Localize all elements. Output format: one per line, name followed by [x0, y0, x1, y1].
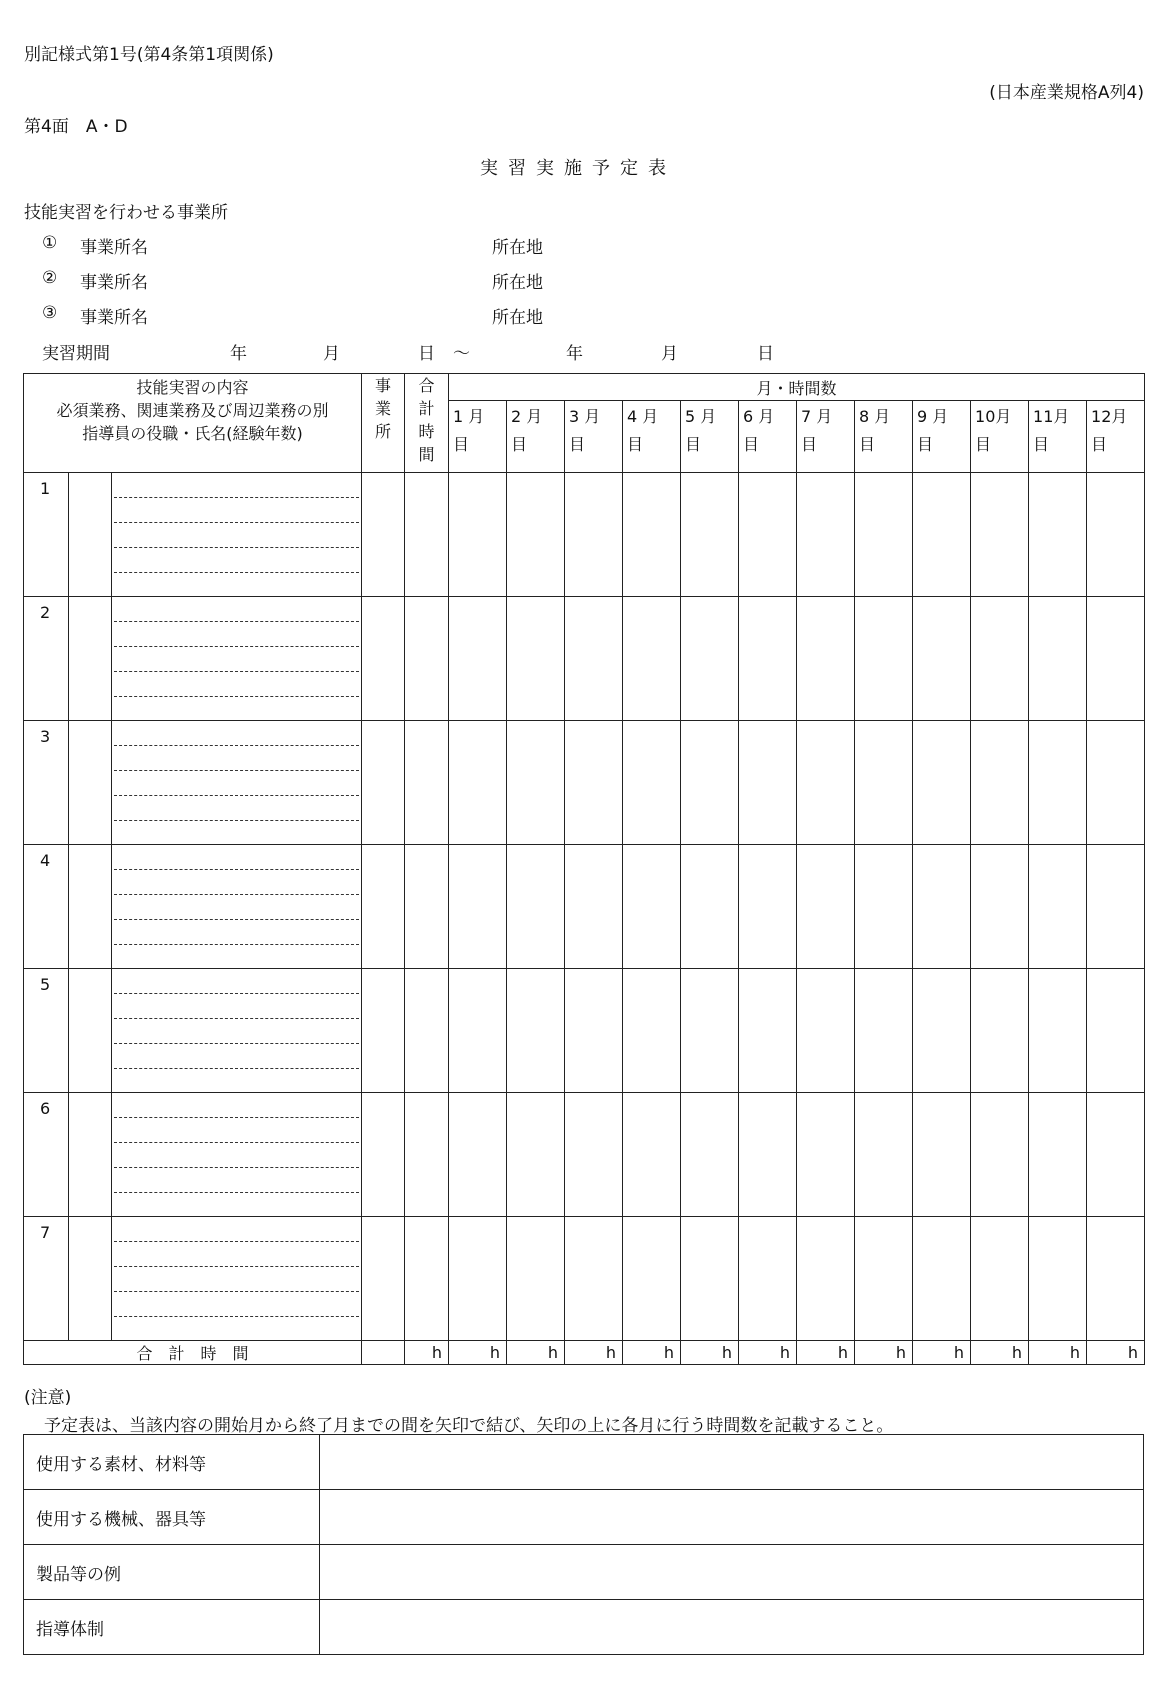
- dotted-line: [114, 1267, 359, 1292]
- month-hours-cell[interactable]: [913, 473, 971, 597]
- content-cell[interactable]: [112, 1217, 362, 1341]
- office-cell[interactable]: [362, 1093, 405, 1217]
- month-hours-cell[interactable]: [1087, 1217, 1145, 1341]
- total-hours-cell[interactable]: [405, 845, 449, 969]
- row-number: 5: [24, 969, 69, 1093]
- month-hours-cell[interactable]: [855, 473, 913, 597]
- month-hours-cell[interactable]: [913, 1217, 971, 1341]
- month-hours-cell[interactable]: [797, 597, 855, 721]
- month-header-cell: [623, 401, 681, 473]
- content-header-line3: 指導員の役職・氏名(経験年数): [82, 424, 303, 443]
- month-hours-cell[interactable]: [797, 721, 855, 845]
- month-hours-cell[interactable]: [1029, 845, 1087, 969]
- month-hours-cell[interactable]: [449, 597, 507, 721]
- month-header-cell: [1087, 401, 1145, 473]
- month-hours-cell[interactable]: [507, 969, 565, 1093]
- establishment-number: ②: [42, 268, 58, 288]
- month-label: 6 月: [743, 407, 775, 426]
- table-row: [24, 721, 1145, 845]
- dotted-line: [114, 771, 359, 796]
- month-hours-cell[interactable]: [971, 969, 1029, 1093]
- month-hours-cell[interactable]: [797, 1093, 855, 1217]
- months-header: 月・時間数: [449, 374, 1145, 401]
- month-label: 1 月: [453, 407, 485, 426]
- note-heading: (注意): [24, 1388, 72, 1408]
- content-cell[interactable]: [112, 597, 362, 721]
- month-hours-cell[interactable]: [1029, 969, 1087, 1093]
- period-start-day: 日: [418, 344, 435, 364]
- month-hours-cell[interactable]: [623, 721, 681, 845]
- content-cell[interactable]: [112, 845, 362, 969]
- note-text: 予定表は、当該内容の開始月から終了月までの間を矢印で結び、矢印の上に各月に行う時間数を記載すること。: [44, 1416, 894, 1436]
- office-header: [362, 374, 405, 473]
- table-row: [24, 969, 1145, 1093]
- total-hours-cell[interactable]: [405, 473, 449, 597]
- office-cell[interactable]: [362, 597, 405, 721]
- month-hours-cell[interactable]: [449, 473, 507, 597]
- month-header-cell: [449, 401, 507, 473]
- month-hours-cell[interactable]: [1029, 1217, 1087, 1341]
- month-hours-cell[interactable]: [507, 721, 565, 845]
- month-hours-cell[interactable]: [681, 969, 739, 1093]
- month-hours-cell[interactable]: [449, 1217, 507, 1341]
- dotted-line: [114, 1292, 359, 1317]
- month-hours-cell[interactable]: [739, 969, 797, 1093]
- dotted-line: [114, 548, 359, 573]
- month-suffix: 目: [627, 435, 644, 454]
- page-title: 実習実施予定表: [480, 158, 676, 179]
- establishments-heading: 技能実習を行わせる事業所: [24, 203, 228, 223]
- month-hours-cell[interactable]: [681, 1093, 739, 1217]
- materials-row: [24, 1490, 1144, 1545]
- month-hours-cell[interactable]: [971, 597, 1029, 721]
- month-hours-cell[interactable]: [565, 721, 623, 845]
- month-hours-cell[interactable]: [681, 473, 739, 597]
- month-hours-cell[interactable]: [681, 721, 739, 845]
- month-hours-cell[interactable]: [913, 721, 971, 845]
- month-label: 12月: [1091, 407, 1128, 426]
- total-hours-cell[interactable]: [405, 597, 449, 721]
- month-hours-cell[interactable]: [855, 969, 913, 1093]
- month-hours-cell[interactable]: [971, 1217, 1029, 1341]
- period-label: 実習期間: [42, 344, 110, 364]
- dotted-line: [114, 1019, 359, 1044]
- month-hours-cell[interactable]: [623, 969, 681, 1093]
- month-label: 10月: [975, 407, 1012, 426]
- month-hours-cell[interactable]: [971, 845, 1029, 969]
- month-suffix: 目: [801, 435, 818, 454]
- dotted-line: [114, 1242, 359, 1267]
- page-label: 第4面 A・D: [24, 117, 128, 137]
- total-row: [24, 1341, 1145, 1365]
- month-hours-cell[interactable]: [739, 597, 797, 721]
- month-hours-cell[interactable]: [623, 1217, 681, 1341]
- month-suffix: 目: [1033, 435, 1050, 454]
- month-hours-cell[interactable]: [855, 1217, 913, 1341]
- month-hours-cell[interactable]: [739, 721, 797, 845]
- month-total-unit: h: [797, 1341, 855, 1365]
- month-label: 2 月: [511, 407, 543, 426]
- month-label: 9 月: [917, 407, 949, 426]
- materials-label: 使用する機械、器具等: [24, 1490, 320, 1545]
- dotted-line: [114, 498, 359, 523]
- month-total-unit: h: [681, 1341, 739, 1365]
- month-total-unit: h: [855, 1341, 913, 1365]
- category-cell[interactable]: [69, 1217, 112, 1341]
- period-end-day: 日: [757, 344, 774, 364]
- total-header-char: 合: [418, 376, 435, 395]
- materials-value-cell[interactable]: [320, 1545, 1144, 1600]
- month-hours-cell[interactable]: [565, 1093, 623, 1217]
- month-hours-cell[interactable]: [797, 1217, 855, 1341]
- content-cell[interactable]: [112, 721, 362, 845]
- table-row: [24, 1093, 1145, 1217]
- category-cell[interactable]: [69, 969, 112, 1093]
- month-hours-cell[interactable]: [623, 1093, 681, 1217]
- dotted-line: [114, 920, 359, 945]
- month-total-unit: h: [913, 1341, 971, 1365]
- materials-label: 製品等の例: [24, 1545, 320, 1600]
- dotted-line: [114, 845, 359, 870]
- establishment-location-label: 所在地: [492, 238, 543, 258]
- month-suffix: 目: [569, 435, 586, 454]
- table-row: [24, 473, 1145, 597]
- office-cell[interactable]: [362, 969, 405, 1093]
- month-suffix: 目: [685, 435, 702, 454]
- month-hours-cell[interactable]: [739, 1093, 797, 1217]
- establishment-location-label: 所在地: [492, 308, 543, 328]
- total-office-cell: [362, 1341, 405, 1365]
- month-suffix: 目: [859, 435, 876, 454]
- office-cell[interactable]: [362, 721, 405, 845]
- total-hours-cell[interactable]: [405, 1093, 449, 1217]
- materials-table: [23, 1434, 1144, 1655]
- month-hours-cell[interactable]: [913, 1093, 971, 1217]
- month-total-unit: h: [1087, 1341, 1145, 1365]
- schedule-table: [23, 373, 1145, 1365]
- total-hours-header: [405, 374, 449, 473]
- month-header-cell: [913, 401, 971, 473]
- table-row: [24, 845, 1145, 969]
- month-hours-cell[interactable]: [1029, 473, 1087, 597]
- month-suffix: 目: [511, 435, 528, 454]
- month-label: 3 月: [569, 407, 601, 426]
- dotted-line: [114, 523, 359, 548]
- month-hours-cell[interactable]: [971, 721, 1029, 845]
- form-reference: 別記様式第1号(第4条第1項関係): [24, 45, 274, 65]
- office-header-char: 業: [375, 399, 392, 418]
- month-hours-cell[interactable]: [1029, 597, 1087, 721]
- month-suffix: 目: [917, 435, 934, 454]
- month-suffix: 目: [453, 435, 470, 454]
- dotted-line: [114, 647, 359, 672]
- table-row: [24, 1217, 1145, 1341]
- category-cell[interactable]: [69, 1093, 112, 1217]
- month-header-cell: [1029, 401, 1087, 473]
- month-hours-cell[interactable]: [797, 845, 855, 969]
- table-row: [24, 597, 1145, 721]
- month-hours-cell[interactable]: [913, 597, 971, 721]
- month-hours-cell[interactable]: [797, 473, 855, 597]
- row-number: 2: [24, 597, 69, 721]
- category-cell[interactable]: [69, 597, 112, 721]
- month-total-unit: h: [565, 1341, 623, 1365]
- materials-label: 指導体制: [24, 1600, 320, 1655]
- materials-value-cell[interactable]: [320, 1435, 1144, 1490]
- month-hours-cell[interactable]: [623, 473, 681, 597]
- month-label: 4 月: [627, 407, 659, 426]
- office-cell[interactable]: [362, 473, 405, 597]
- month-hours-cell[interactable]: [1087, 597, 1145, 721]
- row-number: 1: [24, 473, 69, 597]
- row-number: 7: [24, 1217, 69, 1341]
- month-label: 7 月: [801, 407, 833, 426]
- establishment-name-label: 事業所名: [80, 238, 148, 258]
- dotted-line: [114, 473, 359, 498]
- row-number: 6: [24, 1093, 69, 1217]
- office-cell[interactable]: [362, 1217, 405, 1341]
- month-total-unit: h: [623, 1341, 681, 1365]
- month-hours-cell[interactable]: [449, 721, 507, 845]
- month-label: 8 月: [859, 407, 891, 426]
- establishment-number: ①: [42, 233, 58, 253]
- materials-row: [24, 1545, 1144, 1600]
- month-hours-cell[interactable]: [623, 845, 681, 969]
- dotted-line: [114, 969, 359, 994]
- dotted-line: [114, 1168, 359, 1193]
- content-header-line1: 技能実習の内容: [136, 378, 249, 397]
- month-hours-cell[interactable]: [681, 845, 739, 969]
- month-hours-cell[interactable]: [565, 597, 623, 721]
- month-hours-cell[interactable]: [1029, 1093, 1087, 1217]
- month-label: 5 月: [685, 407, 717, 426]
- month-total-unit: h: [449, 1341, 507, 1365]
- month-hours-cell[interactable]: [1029, 721, 1087, 845]
- total-hours-cell[interactable]: [405, 1217, 449, 1341]
- month-hours-cell[interactable]: [565, 969, 623, 1093]
- dotted-line: [114, 870, 359, 895]
- month-hours-cell[interactable]: [1087, 969, 1145, 1093]
- month-hours-cell[interactable]: [739, 473, 797, 597]
- dotted-line: [114, 796, 359, 821]
- month-hours-cell[interactable]: [855, 1093, 913, 1217]
- office-cell[interactable]: [362, 845, 405, 969]
- dotted-line: [114, 597, 359, 622]
- month-total-unit: h: [739, 1341, 797, 1365]
- period-end-month: 月: [661, 344, 678, 364]
- total-header-char: 間: [418, 445, 435, 464]
- month-header-cell: [565, 401, 623, 473]
- month-hours-cell[interactable]: [565, 1217, 623, 1341]
- row-number: 3: [24, 721, 69, 845]
- month-hours-cell[interactable]: [855, 721, 913, 845]
- dotted-line: [114, 1143, 359, 1168]
- establishment-location-label: 所在地: [492, 273, 543, 293]
- month-total-unit: h: [507, 1341, 565, 1365]
- materials-value-cell[interactable]: [320, 1490, 1144, 1545]
- category-cell[interactable]: [69, 473, 112, 597]
- month-hours-cell[interactable]: [913, 845, 971, 969]
- category-cell[interactable]: [69, 721, 112, 845]
- month-total-unit: h: [1029, 1341, 1087, 1365]
- month-hours-cell[interactable]: [565, 845, 623, 969]
- month-hours-cell[interactable]: [971, 473, 1029, 597]
- month-hours-cell[interactable]: [739, 845, 797, 969]
- month-suffix: 目: [975, 435, 992, 454]
- dotted-line: [114, 1044, 359, 1069]
- dotted-line: [114, 1093, 359, 1118]
- establishment-name-label: 事業所名: [80, 273, 148, 293]
- dotted-line: [114, 622, 359, 647]
- month-hours-cell[interactable]: [449, 969, 507, 1093]
- month-hours-cell[interactable]: [739, 1217, 797, 1341]
- establishment-name-label: 事業所名: [80, 308, 148, 328]
- office-header-char: 所: [375, 422, 392, 441]
- content-cell[interactable]: [112, 1093, 362, 1217]
- month-header-cell: [507, 401, 565, 473]
- category-cell[interactable]: [69, 845, 112, 969]
- month-header-cell: [971, 401, 1029, 473]
- dotted-line: [114, 1217, 359, 1242]
- establishment-number: ③: [42, 303, 58, 323]
- row-number: 4: [24, 845, 69, 969]
- month-suffix: 目: [743, 435, 760, 454]
- month-hours-cell[interactable]: [507, 845, 565, 969]
- month-label: 11月: [1033, 407, 1070, 426]
- month-hours-cell[interactable]: [623, 597, 681, 721]
- month-header-cell: [739, 401, 797, 473]
- month-hours-cell[interactable]: [855, 597, 913, 721]
- month-hours-cell[interactable]: [681, 597, 739, 721]
- materials-row: [24, 1435, 1144, 1490]
- materials-label: 使用する素材、材料等: [24, 1435, 320, 1490]
- month-hours-cell[interactable]: [797, 969, 855, 1093]
- month-header-cell: [797, 401, 855, 473]
- month-hours-cell[interactable]: [1087, 845, 1145, 969]
- total-hours-cell[interactable]: [405, 721, 449, 845]
- materials-row: [24, 1600, 1144, 1655]
- month-hours-cell[interactable]: [1087, 1093, 1145, 1217]
- paper-size: (日本産業規格A列4): [989, 83, 1144, 103]
- dotted-line: [114, 895, 359, 920]
- materials-value-cell[interactable]: [320, 1600, 1144, 1655]
- month-hours-cell[interactable]: [507, 1217, 565, 1341]
- dotted-line: [114, 672, 359, 697]
- office-header-char: 事: [375, 376, 392, 395]
- dotted-line: [114, 994, 359, 1019]
- content-header-line2: 必須業務、関連業務及び周辺業務の別: [56, 401, 329, 420]
- content-cell[interactable]: [112, 473, 362, 597]
- content-cell[interactable]: [112, 969, 362, 1093]
- total-label: 合 計 時 間: [24, 1341, 362, 1365]
- dotted-line: [114, 1118, 359, 1143]
- total-header-char: 計: [418, 399, 435, 418]
- month-hours-cell[interactable]: [971, 1093, 1029, 1217]
- total-header-char: 時: [418, 422, 435, 441]
- month-hours-cell[interactable]: [1087, 473, 1145, 597]
- total-hours-unit: h: [405, 1341, 449, 1365]
- period-tilde: ～: [453, 344, 470, 364]
- content-header: [24, 374, 362, 473]
- month-hours-cell[interactable]: [913, 969, 971, 1093]
- month-hours-cell[interactable]: [507, 473, 565, 597]
- month-hours-cell[interactable]: [681, 1217, 739, 1341]
- month-suffix: 目: [1091, 435, 1108, 454]
- month-hours-cell[interactable]: [855, 845, 913, 969]
- month-hours-cell[interactable]: [1087, 721, 1145, 845]
- month-hours-cell[interactable]: [507, 597, 565, 721]
- period-end-year: 年: [566, 344, 583, 364]
- month-hours-cell[interactable]: [507, 1093, 565, 1217]
- period-start-year: 年: [230, 344, 247, 364]
- dotted-line: [114, 721, 359, 746]
- period-start-month: 月: [323, 344, 340, 364]
- month-header-cell: [681, 401, 739, 473]
- month-header-cell: [855, 401, 913, 473]
- month-hours-cell[interactable]: [449, 845, 507, 969]
- month-hours-cell[interactable]: [449, 1093, 507, 1217]
- dotted-line: [114, 746, 359, 771]
- month-hours-cell[interactable]: [565, 473, 623, 597]
- month-total-unit: h: [971, 1341, 1029, 1365]
- total-hours-cell[interactable]: [405, 969, 449, 1093]
